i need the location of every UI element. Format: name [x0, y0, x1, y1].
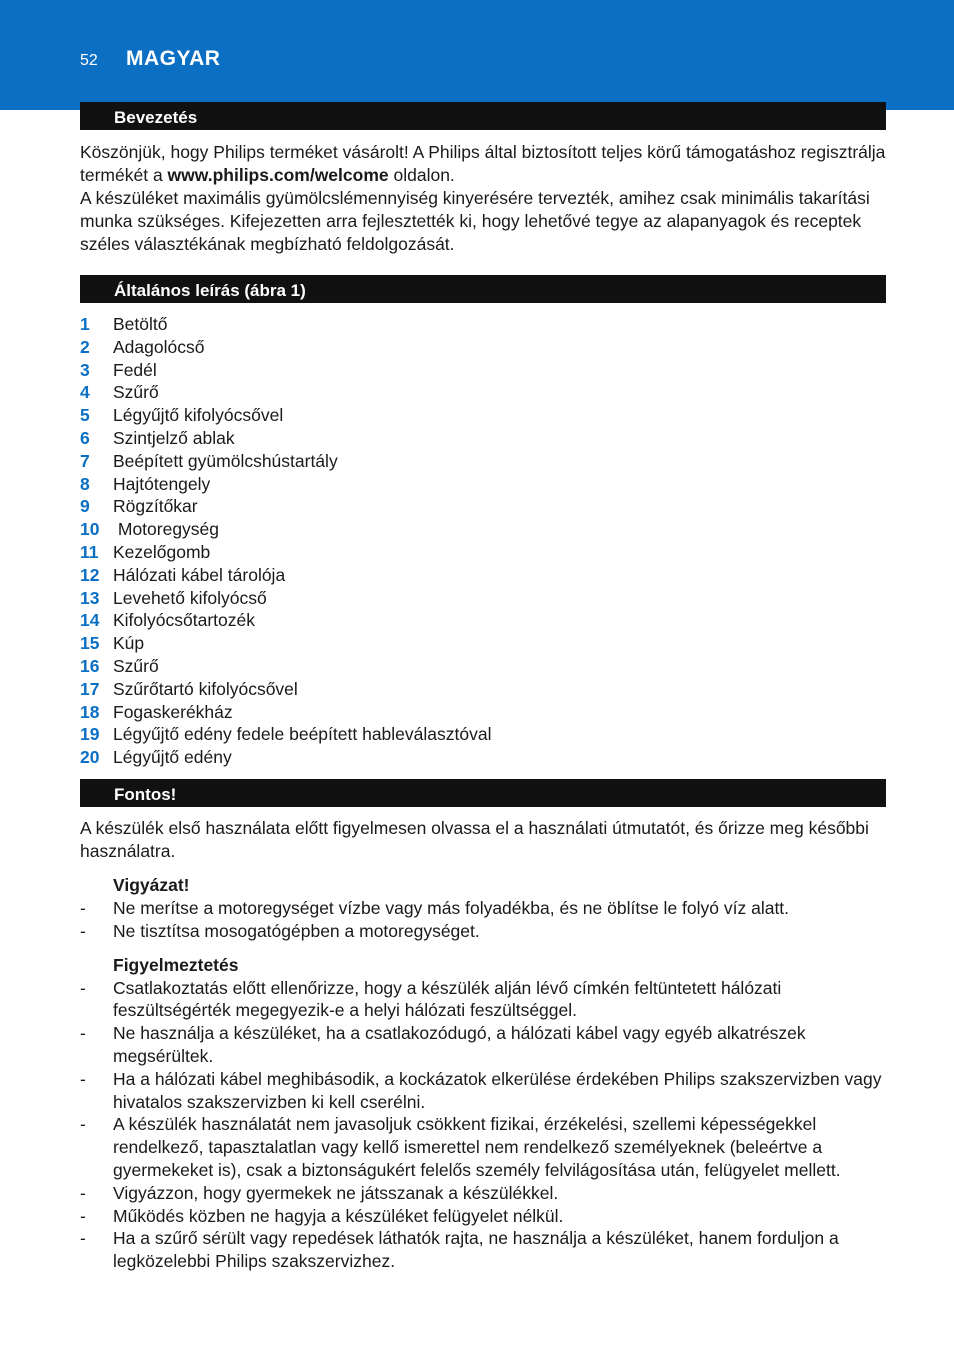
part-label: Kúp — [113, 633, 145, 654]
bullet-text: Ne használja a készüléket, ha a csatlakozódugó, a hálózati kábel vagy egyéb alkatrészek megsérültek. — [113, 1023, 806, 1066]
part-number: 9 — [80, 496, 90, 517]
dash-marker: - — [80, 1114, 86, 1135]
part-number: 2 — [80, 336, 90, 357]
part-label: Rögzítőkar — [113, 496, 198, 517]
header-band — [0, 0, 954, 110]
welcome-link[interactable]: www.philips.com/welcome — [167, 165, 389, 185]
part-item — [80, 632, 886, 655]
bullet-item — [80, 1068, 886, 1114]
part-label: Adagolócső — [113, 336, 205, 357]
part-number: 13 — [80, 587, 100, 608]
dash-marker: - — [80, 977, 86, 998]
language-title: MAGYAR — [126, 47, 221, 70]
part-item — [80, 313, 886, 336]
part-label: Levehető kifolyócső — [113, 587, 267, 608]
part-item — [80, 609, 886, 632]
part-item — [80, 518, 886, 541]
warning-title: Figyelmeztetés — [113, 954, 239, 975]
part-item — [80, 746, 886, 769]
part-item — [80, 564, 886, 587]
part-number: 14 — [80, 610, 100, 631]
dash-marker: - — [80, 897, 86, 918]
part-label: Motoregység — [113, 519, 220, 540]
part-label: Hálózati kábel tárolója — [113, 564, 286, 585]
bullet-item — [80, 920, 886, 943]
part-item — [80, 404, 886, 427]
part-item — [80, 723, 886, 746]
part-number: 16 — [80, 655, 100, 676]
part-number: 5 — [80, 405, 90, 426]
part-item — [80, 473, 886, 496]
bullet-text: A készülék használatát nem javasoljuk csökkent fizikai, érzékelési, szellemi képességekkel rendelkező, tapasztalatlan vagy kellő ismerettel nem rendelkező személyeknek (beleértve a gyermekeket is), csak a biztonságukért felelős személy felvilágosítása után, felügyelet mellett. — [113, 1114, 841, 1180]
bullet-text: Működés közben ne hagyja a készüléket felügyelet nélkül. — [113, 1205, 564, 1226]
part-item — [80, 587, 886, 610]
part-label: Fedél — [113, 359, 157, 380]
part-number: 19 — [80, 724, 100, 745]
intro-paragraph-1: Köszönjük, hogy Philips terméket vásárolt! A Philips által biztosított teljes körű támogatáshoz regisztrálja termékét a www.philips.com/welcome oldalon. — [80, 142, 886, 185]
dash-marker: - — [80, 1023, 86, 1044]
part-number: 20 — [80, 747, 100, 768]
part-number: 12 — [80, 564, 100, 585]
dash-marker: - — [80, 1182, 86, 1203]
page-content — [80, 102, 886, 1273]
bullet-item — [80, 1182, 886, 1205]
part-item — [80, 701, 886, 724]
part-number: 8 — [80, 473, 90, 494]
page-number: 52 — [80, 52, 98, 69]
part-number: 10 — [80, 519, 100, 540]
part-number: 11 — [80, 541, 99, 562]
part-label: Szűrő — [113, 655, 159, 676]
dash-marker: - — [80, 1228, 86, 1249]
part-number: 17 — [80, 678, 100, 699]
part-number: 15 — [80, 633, 100, 654]
dash-marker: - — [80, 1205, 86, 1226]
part-number: 3 — [80, 359, 90, 380]
part-label: Kezelőgomb — [113, 541, 211, 562]
part-item — [80, 427, 886, 450]
dash-marker: - — [80, 920, 86, 941]
part-label: Légyűjtő edény fedele beépített hableválasztóval — [113, 724, 492, 745]
caution-list — [80, 897, 886, 943]
bullet-text: Vigyázzon, hogy gyermekek ne játsszanak a készülékkel. — [113, 1182, 559, 1203]
part-label: Fogaskerékház — [113, 701, 233, 722]
bullet-text: Ne tisztítsa mosogatógépben a motoregységet. — [113, 920, 480, 941]
part-item — [80, 381, 886, 404]
part-item — [80, 541, 886, 564]
parts-list — [80, 313, 886, 769]
part-label: Kifolyócsőtartozék — [113, 610, 256, 631]
part-item — [80, 495, 886, 518]
part-item — [80, 678, 886, 701]
part-item — [80, 336, 886, 359]
part-label: Légyűjtő edény — [113, 747, 232, 768]
part-label: Légyűjtő kifolyócsővel — [113, 405, 284, 426]
bullet-item — [80, 1205, 886, 1228]
dash-marker: - — [80, 1068, 86, 1089]
part-number: 18 — [80, 701, 100, 722]
section-heading-important: Fontos! — [80, 779, 886, 807]
bullet-item — [80, 977, 886, 1023]
bullet-item — [80, 1113, 886, 1181]
bullet-text: Csatlakoztatás előtt ellenőrizze, hogy a készülék alján lévő címkén feltüntetett hálózati feszültségérték megegyezik-e a helyi hálózati feszültséggel. — [113, 977, 782, 1021]
caution-title: Vigyázat! — [113, 874, 190, 895]
bullet-text: Ne merítse a motoregységet vízbe vagy más folyadékba, és ne öblítse le folyó víz alatt. — [113, 897, 790, 918]
part-label: Beépített gyümölcshústartály — [113, 450, 338, 471]
part-item — [80, 450, 886, 473]
part-label: Szűrőtartó kifolyócsővel — [113, 678, 298, 699]
bullet-item — [80, 1227, 886, 1273]
part-number: 1 — [80, 314, 90, 334]
important-paragraph: A készülék első használata előtt figyelmesen olvassa el a használati útmutatót, és őrizze meg későbbi használatra. — [80, 817, 869, 861]
bullet-item — [80, 1022, 886, 1068]
part-number: 6 — [80, 427, 90, 448]
part-item — [80, 359, 886, 382]
bullet-text: Ha a szűrő sérült vagy repedések láthatók rajta, ne használja a készüléket, hanem forduljon a legközelebbi Philips szakszervizhez. — [113, 1228, 839, 1272]
part-label: Szintjelző ablak — [113, 427, 235, 448]
section-heading-intro: Bevezetés — [80, 102, 886, 130]
part-number: 7 — [80, 450, 90, 471]
part-item — [80, 655, 886, 678]
part-number: 4 — [80, 382, 90, 403]
part-label: Szűrő — [113, 382, 159, 403]
section-heading-general: Általános leírás (ábra 1) — [80, 275, 886, 303]
part-label: Hajtótengely — [113, 473, 211, 494]
part-label: Betöltő — [113, 314, 168, 334]
bullet-text: Ha a hálózati kábel meghibásodik, a kockázatok elkerülése érdekében Philips szakszervizben vagy hivatalos szakszervizben ki kell cserélni. — [113, 1068, 882, 1112]
warning-list — [80, 977, 886, 1273]
intro-paragraph-2: A készüléket maximális gyümölcslémennyiség kinyerésére tervezték, amihez csak minimális takarítási munka szükséges. Kifejezetten arra fejlesztették ki, hogy lehetővé tegye az alapanyagok és receptek széles választékának megbízható feldolgozását. — [80, 188, 870, 254]
bullet-item — [80, 897, 886, 920]
